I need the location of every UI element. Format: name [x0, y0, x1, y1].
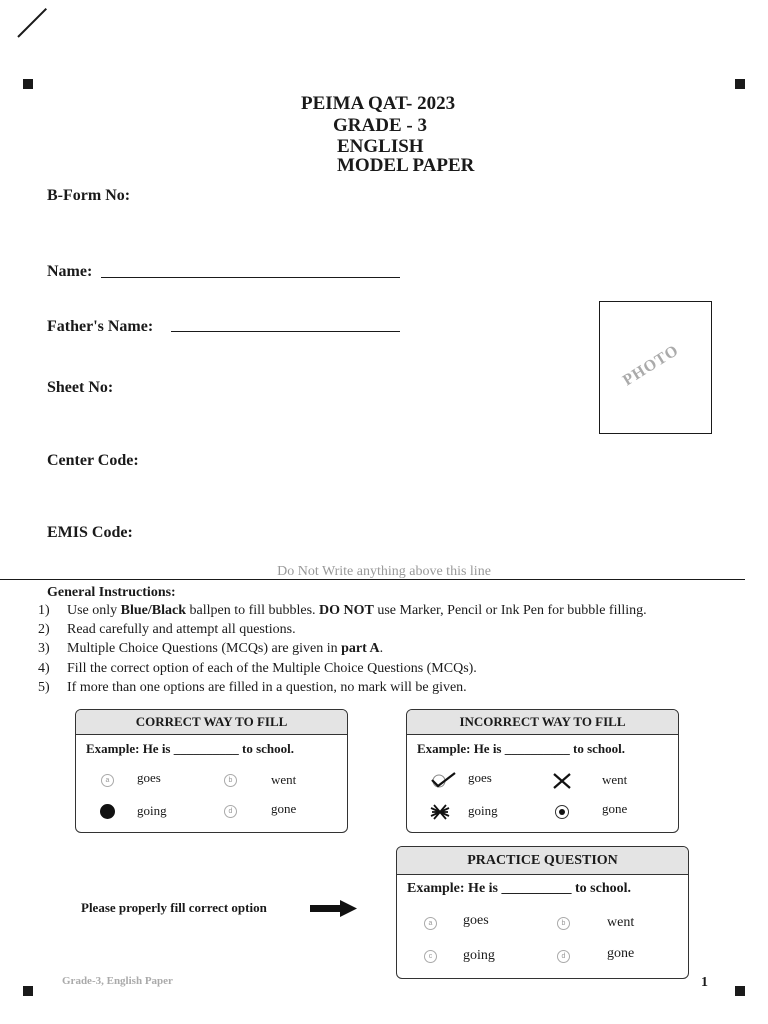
correct-way-box: [75, 709, 348, 833]
practice-bubble-a[interactable]: a: [424, 917, 437, 930]
option-c-text: going: [137, 803, 167, 818]
option-a-text: goes: [463, 913, 489, 928]
scribble-mark-icon: [429, 802, 451, 822]
instruction-item: 5) If more than one options are filled in a question, no mark will be given.: [38, 680, 467, 695]
divider-line: [0, 579, 745, 580]
photo-box: [599, 301, 712, 434]
option-a-text: goes: [137, 770, 161, 785]
example-sentence: Example: He is __________ to school.: [86, 741, 294, 756]
exam-title: PEIMA QAT- 2023: [301, 93, 456, 114]
sheet-no-label: Sheet No:: [47, 379, 114, 396]
practice-bubble-b[interactable]: b: [557, 917, 570, 930]
option-a-text: goes: [468, 770, 492, 785]
instruction-item: 2) Read carefully and attempt all questions.: [38, 622, 296, 637]
instruction-item: 1) Use only Blue/Black ballpen to fill bubbles. DO NOT use Marker, Pencil or Ink Pen for bubble filling.: [38, 603, 647, 618]
registration-mark: [23, 986, 33, 996]
partially-filled-bubble: [555, 805, 569, 819]
fill-instruction-text: Please properly fill correct option: [81, 900, 267, 915]
subject-title: ENGLISH: [337, 136, 424, 157]
cross-mark-icon: [551, 772, 573, 790]
practice-bubble-c[interactable]: c: [424, 950, 437, 963]
footer-text: Grade-3, English Paper: [62, 975, 173, 987]
practice-question-box: [396, 846, 689, 979]
incorrect-way-heading: INCORRECT WAY TO FILL: [407, 710, 678, 735]
name-field[interactable]: [101, 277, 400, 278]
practice-question-heading: PRACTICE QUESTION: [397, 847, 688, 875]
page-number: 1: [701, 975, 708, 990]
option-b-text: went: [602, 772, 628, 787]
example-sentence: Example: He is __________ to school.: [417, 741, 625, 756]
bubble-a: a: [101, 774, 114, 787]
divider-note: Do Not Write anything above this line: [277, 564, 491, 579]
registration-mark: [735, 986, 745, 996]
corner-slash-mark: [17, 8, 47, 38]
bform-label: B-Form No:: [47, 187, 131, 204]
registration-mark: [735, 79, 745, 89]
incorrect-way-box: [406, 709, 679, 833]
option-b-text: went: [271, 772, 297, 787]
paper-title: MODEL PAPER: [337, 155, 475, 176]
practice-example-sentence: Example: He is __________ to school.: [407, 881, 631, 896]
center-code-label: Center Code:: [47, 452, 139, 469]
option-d-text: gone: [271, 801, 297, 816]
bubble-c-filled: [100, 804, 115, 819]
instructions-title: General Instructions:: [47, 585, 176, 600]
emis-code-label: EMIS Code:: [47, 524, 133, 541]
grade-title: GRADE - 3: [333, 115, 427, 136]
instruction-item: 4) Fill the correct option of each of the Multiple Choice Questions (MCQs).: [38, 661, 477, 676]
practice-bubble-d[interactable]: d: [557, 950, 570, 963]
name-label: Name:: [47, 263, 93, 280]
option-b-text: went: [607, 915, 635, 930]
photo-label: PHOTO: [619, 341, 682, 390]
father-name-label: Father's Name:: [47, 318, 154, 335]
option-d-text: gone: [607, 946, 635, 961]
instruction-item: 3) Multiple Choice Questions (MCQs) are given in part A.: [38, 641, 384, 656]
option-c-text: going: [468, 803, 498, 818]
option-d-text: gone: [602, 801, 628, 816]
option-c-text: going: [463, 948, 495, 963]
bubble-d: d: [224, 805, 237, 818]
bubble-b: b: [224, 774, 237, 787]
father-name-field[interactable]: [171, 331, 400, 332]
correct-way-heading: CORRECT WAY TO FILL: [76, 710, 347, 735]
arrow-right-icon: [310, 900, 358, 918]
check-mark-icon: [429, 770, 457, 790]
registration-mark: [23, 79, 33, 89]
